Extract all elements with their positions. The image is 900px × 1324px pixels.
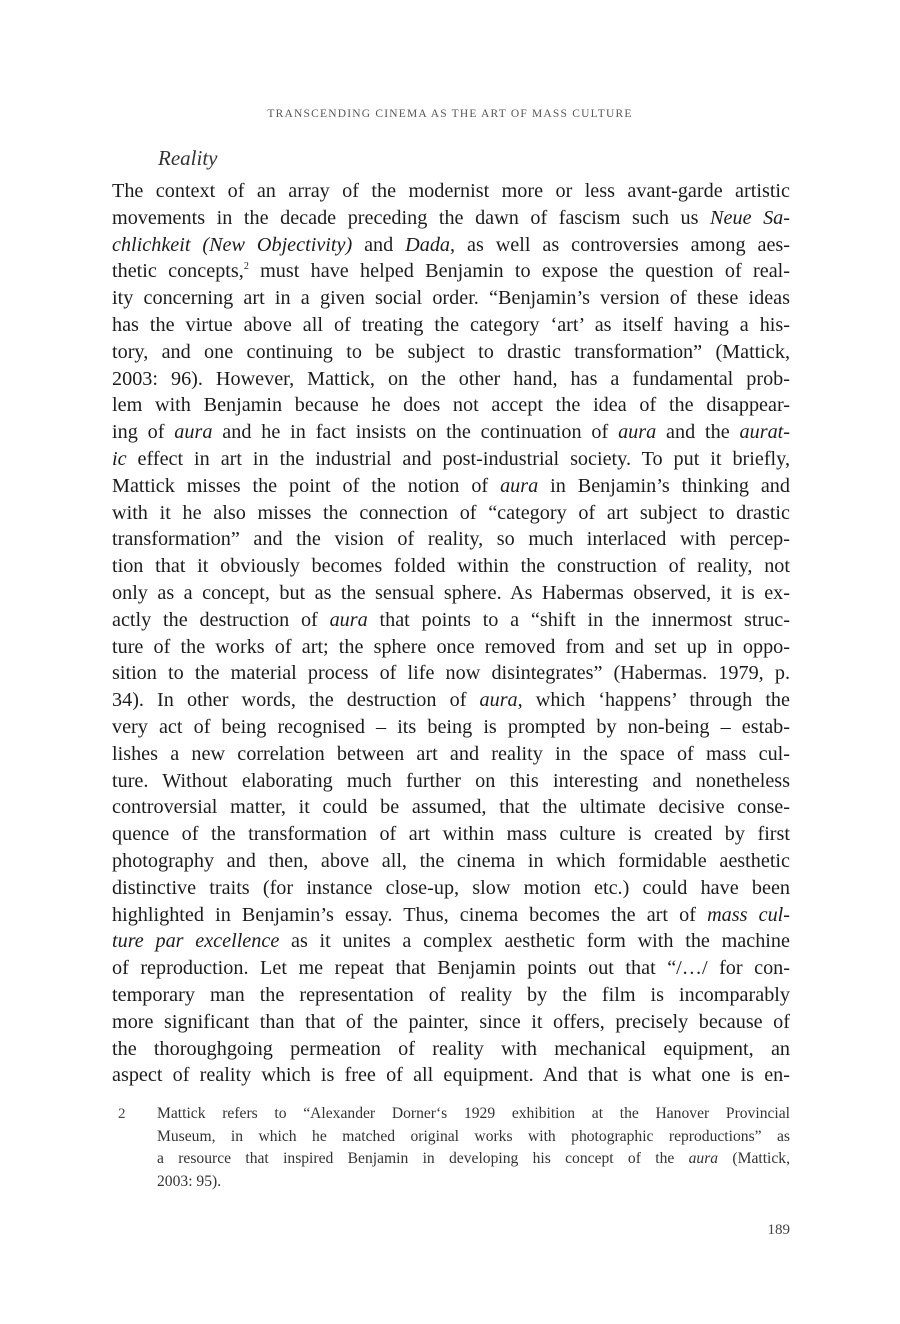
running-head: TRANSCENDING CINEMA AS THE ART OF MASS CULTURE	[267, 108, 633, 120]
footnote-number: 2	[118, 1106, 126, 1122]
text-line: sition to the material process of life now disintegrates” (Habermas. 1979, p.	[112, 662, 790, 685]
text-line: ture. Without elaborating much further on this interesting and nonetheless	[112, 769, 790, 792]
text-line: aspect of reality which is free of all equipment. And that is what one is en-	[112, 1064, 790, 1087]
text-line: very act of being recognised – its being is prompted by non-being – estab-	[112, 715, 790, 738]
text-line: ture of the works of art; the sphere once removed from and set up in oppo-	[112, 635, 790, 658]
text-line: ing of aura and he in fact insists on the continuation of aura and the aurat-	[112, 421, 790, 444]
text-line: thetic concepts,$^2$ must have helped Benjamin to expose the question of real-	[112, 260, 791, 283]
footnote-line: Mattick refers to “Alexander Dorner‘s 1929 exhibition at the Hanover Provincial	[157, 1105, 790, 1122]
text-line: transformation” and the vision of reality, so much interlaced with percep-	[112, 528, 790, 551]
text-line: highlighted in Benjamin’s essay. Thus, cinema becomes the art of mass cul-	[112, 903, 790, 926]
footnote-line: 2003: 95).	[157, 1173, 222, 1191]
footnote-line: Museum, in which he matched original works with photographic reproductions” as	[157, 1127, 790, 1145]
text-line: the thoroughgoing permeation of reality with mechanical equipment, an	[112, 1037, 790, 1060]
text-line: The context of an array of the modernist more or less avant-garde artistic	[112, 180, 790, 202]
footnote-line: a resource that inspired Benjamin in developing his concept of the aura (Mattick,	[157, 1150, 790, 1168]
text-line: controversial matter, it could be assumed, that the ultimate decisive conse-	[112, 796, 790, 819]
text-line: distinctive traits (for instance close-up, slow motion etc.) could have been	[112, 876, 790, 899]
text-line: more significant than that of the painter, since it offers, precisely because of	[112, 1010, 790, 1033]
text-line: ture par excellence as it unites a complex aesthetic form with the machine	[112, 930, 790, 953]
body-paragraph	[112, 178, 790, 1089]
text-line: quence of the transformation of art within mass culture is created by first	[112, 823, 790, 846]
text-line: lishes a new correlation between art and reality in the space of mass cul-	[112, 742, 790, 765]
text-line: actly the destruction of aura that points to a “shift in the innermost struc-	[112, 608, 790, 631]
section-title: Reality	[158, 146, 218, 170]
text-line: lem with Benjamin because he does not accept the idea of the disappear-	[112, 394, 790, 417]
text-line: photography and then, above all, the cinema in which formidable aesthetic	[112, 849, 790, 872]
text-line: has the virtue above all of treating the category ‘art’ as itself having a his-	[112, 313, 790, 336]
text-line: chlichkeit (New Objectivity) and Dada, as well as controversies among aes-	[112, 233, 790, 256]
text-line: movements in the decade preceding the dawn of fascism such us Neue Sa-	[112, 206, 790, 229]
footnote-text	[157, 1103, 790, 1194]
text-line: 34). In other words, the destruction of aura, which ‘happens’ through the	[112, 689, 790, 712]
text-line: only as a concept, but as the sensual sphere. As Habermas observed, it is ex-	[112, 581, 790, 604]
text-line: of reproduction. Let me repeat that Benjamin points out that “/…/ for con-	[112, 957, 790, 980]
text-line: temporary man the representation of reality by the film is incomparably	[112, 983, 790, 1006]
text-line: 2003: 96). However, Mattick, on the other hand, has a fundamental prob-	[112, 367, 790, 390]
text-line: tion that it obviously becomes folded within the construction of reality, not	[112, 555, 790, 578]
page-number: 189	[767, 1222, 790, 1238]
text-line: ity concerning art in a given social order. “Benjamin’s version of these ideas	[112, 287, 790, 310]
text-line: with it he also misses the connection of “category of art subject to drastic	[112, 501, 790, 524]
text-line: Mattick misses the point of the notion of aura in Benjamin’s thinking and	[112, 474, 790, 497]
text-line: ic effect in art in the industrial and post-industrial society. To put it briefly,	[112, 447, 790, 470]
text-line: tory, and one continuing to be subject to drastic transformation” (Mattick,	[112, 340, 790, 363]
